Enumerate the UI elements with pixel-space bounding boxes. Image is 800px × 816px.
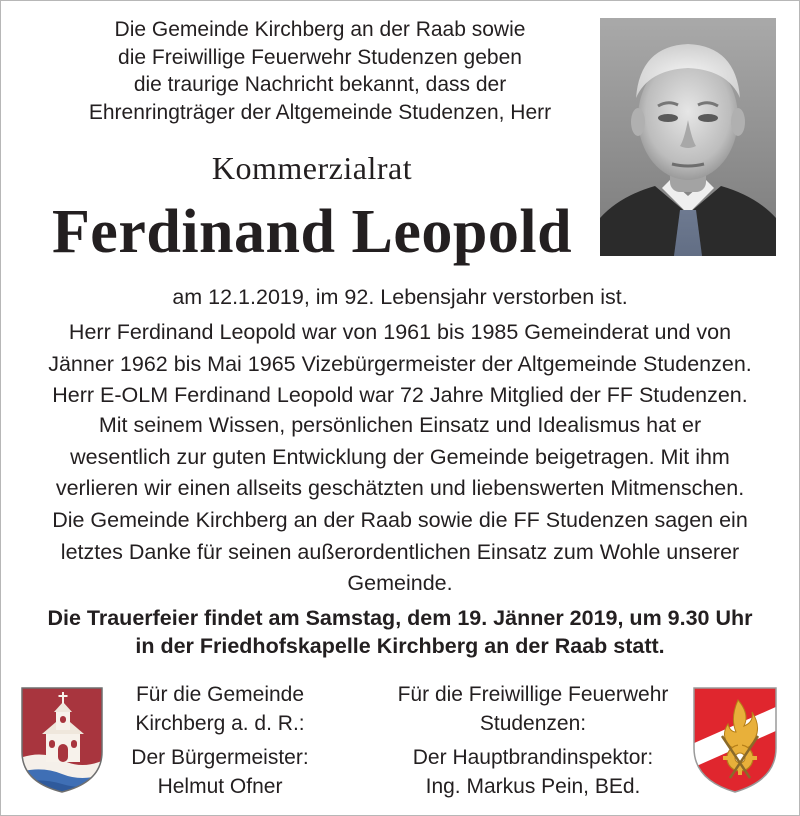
signature-person: Ing. Markus Pein, BEd. <box>425 774 641 798</box>
fire-brigade-emblem-icon <box>692 686 778 794</box>
chapel-coat-of-arms-svg <box>20 686 104 794</box>
intro-text <box>60 16 580 126</box>
tribute-paragraph <box>20 410 780 505</box>
funeral-line: in der Friedhofskapelle Kirchberg an der Raab statt. <box>135 634 665 658</box>
tribute-line: wesentlich zur guten Entwicklung der Gemeinde beigetragen. Mit ihm <box>70 444 730 469</box>
signature-fire-brigade <box>380 681 686 801</box>
career-line: Herr E-OLM Ferdinand Leopold war 72 Jahre Mitglied der FF Studenzen. <box>52 383 748 407</box>
thanks-line: letztes Danke für seinen außerordentlichen Einsatz zum Wohle unserer <box>60 539 740 564</box>
thanks-paragraph <box>20 505 780 600</box>
death-line: am 12.1.2019, im 92. Lebensjahr verstorben ist. <box>172 285 628 309</box>
intro-line: Ehrenringträger der Altgemeinde Studenzen, Herr <box>88 100 552 124</box>
thanks-line: Gemeinde. <box>347 571 453 595</box>
thanks-line: Die Gemeinde Kirchberg an der Raab sowie die FF Studenzen sagen ein <box>52 508 748 532</box>
career-line: Jänner 1962 bis Mai 1965 Vizebürgermeister der Altgemeinde Studenzen. <box>48 351 752 376</box>
tribute-line: Mit seinem Wissen, persönlichen Einsatz und Idealismus hat er <box>98 413 702 437</box>
portrait-photo-icon <box>600 18 776 256</box>
portrait-photo <box>600 18 776 256</box>
signature-org-line: Für die Freiwillige Feuerwehr <box>397 683 669 706</box>
signature-role: Der Hauptbrandinspektor: <box>412 746 654 769</box>
signature-municipality <box>108 681 332 801</box>
intro-line: die traurige Nachricht bekannt, dass der <box>133 73 507 96</box>
intro-line: Die Gemeinde Kirchberg an der Raab sowie <box>114 18 526 41</box>
signature-org-line: Kirchberg a. d. R.: <box>135 711 305 735</box>
funeral-line: Die Trauerfeier findet am Samstag, dem 19. Jänner 2019, um 9.30 Uhr <box>47 606 753 630</box>
death-notice-line <box>20 282 780 314</box>
signature-org-line: Für die Gemeinde <box>135 683 305 706</box>
intro-line: die Freiwillige Feuerwehr Studenzen geben <box>118 45 522 69</box>
signature-role: Der Bürgermeister: <box>131 746 309 769</box>
fire-brigade-emblem-svg <box>692 686 778 794</box>
career-paragraph <box>20 317 780 412</box>
tribute-line: verlieren wir einen allseits geschätzten und liebenswerten Mitmenschen. <box>55 476 745 500</box>
honorific-title: Kommerzialrat <box>211 150 413 186</box>
funeral-announcement <box>20 604 780 660</box>
career-line: Herr Ferdinand Leopold war von 1961 bis 1985 Gemeinderat und von <box>68 320 732 344</box>
chapel-coat-of-arms-icon <box>20 686 104 794</box>
deceased-name: Ferdinand Leopold <box>51 198 573 266</box>
signature-org-line: Studenzen: <box>479 711 587 735</box>
signature-person: Helmut Ofner <box>157 774 283 798</box>
